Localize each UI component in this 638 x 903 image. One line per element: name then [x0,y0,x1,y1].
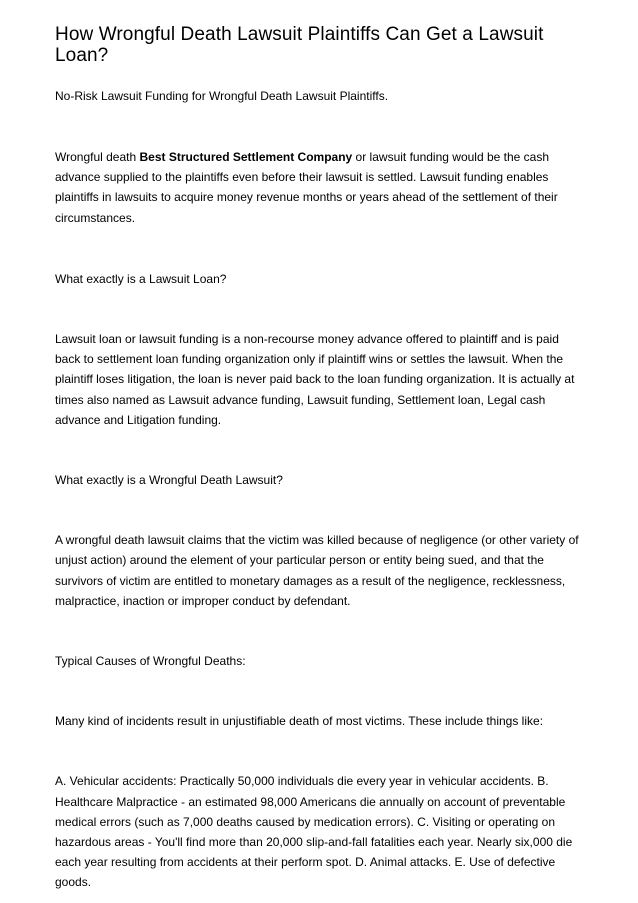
section-heading-lawsuit-loan: What exactly is a Lawsuit Loan? [55,271,227,286]
intro-bold-link-text: Best Structured Settlement Company [139,150,353,164]
document-subtitle: No-Risk Lawsuit Funding for Wrongful Death Lawsuit Plaintiffs. [55,89,389,103]
document-title: How Wrongful Death Lawsuit Plaintiffs Can Get a Lawsuit Loan? [55,24,544,66]
intro-text-before: Wrongful death [55,150,140,164]
causes-list-paragraph: A. Vehicular accidents: Practically 50,000 individuals die every year in vehicular accidents. B. Healthcare Malpractice - an estimated 98,000 Americans die annually on account of preventable medical errors (such as 7,000 deaths caused by medication errors). C. Visiting or operating on hazardous areas - You'll find more than 20,000 slip-and-fall fatalities each year. Nearly six,000 die each year resulting from accidents at their perform spot. D. Animal attacks. E. Use of defective goods. [55,774,573,890]
section-heading-wrongful-death-lawsuit: What exactly is a Wrongful Death Lawsuit? [55,473,283,488]
intro-text-after: or lawsuit funding would be the cash advance supplied to the plaintiffs even before their lawsuit is settled. Lawsuit funding enables plaintiffs in lawsuits to acquire money revenue months or years ahead of the settlement of their circumstances. [55,150,558,225]
intro-paragraph [55,147,586,228]
section-body-wrongful-death-lawsuit: A wrongful death lawsuit claims that the victim was killed because of negligence (or other variety of unjust action) around the element of your particular person or entity being sued, and that the survivors of victim are entitled to monetary damages as a result of the negligence, recklessness, malpractice, inaction or improper conduct by defendant. [55,533,579,608]
section-body-lawsuit-loan: Lawsuit loan or lawsuit funding is a non-recourse money advance offered to plaintiff and is paid back to settlement loan funding organization only if plaintiff wins or settles the lawsuit. When the plaintiff loses litigation, the loan is never paid back to the loan funding organization. It is actually at times also named as Lawsuit advance funding, Lawsuit funding, Settlement loan, Legal cash advance and Litigation funding. [55,332,575,427]
section-heading-typical-causes: Typical Causes of Wrongful Deaths: [55,654,246,669]
section-body-typical-causes: Many kind of incidents result in unjustifiable death of most victims. These include things like: [55,714,544,729]
